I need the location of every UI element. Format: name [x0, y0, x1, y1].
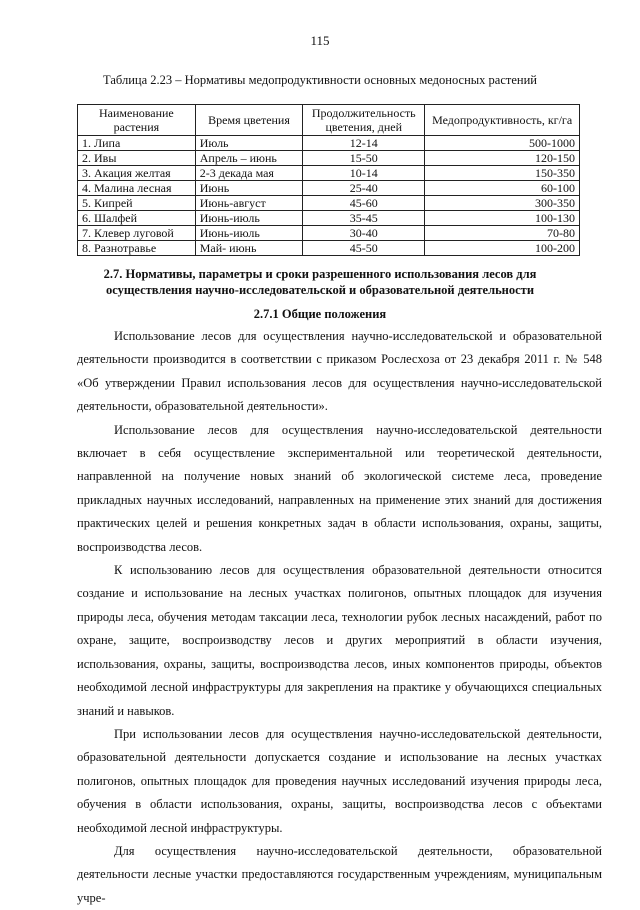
cell-plant-name: 3. Акация желтая — [78, 166, 196, 181]
paragraph: Использование лесов для осуществления научно-исследовательской и образовательной деятельности производится в соответствии с приказом Рослесхоза от 23 декабря 2011 г. № 548 «Об утверждении Правил использования лесов для осуществления научно-исследовательской деятельности, образовательной деятельности». — [77, 329, 602, 414]
cell-flowering-time: 2-3 декада мая — [195, 166, 303, 181]
cell-flowering-time: Июнь-июль — [195, 226, 303, 241]
cell-plant-name: 1. Липа — [78, 136, 196, 151]
cell-productivity: 100-200 — [425, 241, 580, 256]
body-text — [77, 325, 602, 910]
cell-duration: 45-60 — [303, 196, 425, 211]
cell-flowering-time: Июнь-июль — [195, 211, 303, 226]
table-row — [78, 196, 580, 211]
cell-productivity: 500-1000 — [425, 136, 580, 151]
cell-flowering-time: Июнь-август — [195, 196, 303, 211]
cell-duration: 35-45 — [303, 211, 425, 226]
header-honey-productivity: Медопродуктивность, кг/га — [425, 105, 580, 136]
cell-duration: 15-50 — [303, 151, 425, 166]
cell-productivity: 150-350 — [425, 166, 580, 181]
cell-plant-name: 5. Кипрей — [78, 196, 196, 211]
cell-duration: 45-50 — [303, 241, 425, 256]
table-header-row — [78, 105, 580, 136]
page-number: 115 — [310, 33, 330, 48]
subsection-heading: 2.7.1 Общие положения — [253, 307, 387, 321]
table-row — [78, 166, 580, 181]
cell-plant-name: 7. Клевер луговой — [78, 226, 196, 241]
header-flowering-duration: Продолжительность цветения, дней — [303, 105, 425, 136]
paragraph: Для осуществления научно-исследовательской деятельности, образовательной деятельности лесные участки предоставляются государственным учреждениям, муниципальным учре- — [77, 843, 602, 905]
cell-productivity: 120-150 — [425, 151, 580, 166]
cell-flowering-time: Июль — [195, 136, 303, 151]
cell-plant-name: 6. Шалфей — [78, 211, 196, 226]
table-row — [78, 151, 580, 166]
header-plant-name: Наименование растения — [78, 105, 196, 136]
table-caption: Таблица 2.23 – Нормативы медопродуктивности основных медоносных растений — [103, 73, 537, 87]
paragraph: К использованию лесов для осуществления образовательной деятельности относится создание и использование на лесных участках полигонов, опытных площадок для изучения природы леса, обучения методам таксации леса, технологии рубок лесных насаждений, работ по охране, защите, воспроизводству лесов и других мероприятий в области изучения, использования, охраны, защиты, воспроизводства лесов, иных компонентов природы, объектов необходимой лесной инфраструктуры для закрепления на практике у обучающихся специальных знаний и навыков. — [77, 563, 602, 718]
cell-duration: 12-14 — [303, 136, 425, 151]
cell-plant-name: 2. Ивы — [78, 151, 196, 166]
cell-productivity: 70-80 — [425, 226, 580, 241]
header-flowering-time: Время цветения — [195, 105, 303, 136]
section-heading: 2.7. Нормативы, параметры и сроки разрешенного использования лесов для осуществления научно-исследовательской и образовательной деятельности — [103, 267, 537, 297]
honey-productivity-table — [77, 104, 580, 256]
table-row — [78, 211, 580, 226]
table-row — [78, 136, 580, 151]
cell-productivity: 100-130 — [425, 211, 580, 226]
cell-flowering-time: Май- июнь — [195, 241, 303, 256]
table-row — [78, 226, 580, 241]
cell-duration: 25-40 — [303, 181, 425, 196]
table-row — [78, 241, 580, 256]
paragraph: При использовании лесов для осуществления научно-исследовательской деятельности, образовательной деятельности допускается создание и использование на лесных участках полигонов, опытных площадок для проведения научных исследований изучения природы леса, обучения в области использования, охраны, защиты, воспроизводства лесов с объектами необходимой лесной инфраструктуры. — [77, 726, 602, 835]
cell-productivity: 300-350 — [425, 196, 580, 211]
cell-flowering-time: Июнь — [195, 181, 303, 196]
cell-duration: 10-14 — [303, 166, 425, 181]
cell-duration: 30-40 — [303, 226, 425, 241]
table-row — [78, 181, 580, 196]
paragraph: Использование лесов для осуществления научно-исследовательской деятельности включает в себя осуществление экспериментальной или теоретической деятельности, направленной на получение новых знаний об экологической системе леса, проведение прикладных научных исследований, направленных на применение этих знаний для достижения практических целей и решения конкретных задач в области использования, охраны, защиты, воспроизводства лесов. — [77, 422, 602, 554]
cell-flowering-time: Апрель – июнь — [195, 151, 303, 166]
cell-productivity: 60-100 — [425, 181, 580, 196]
cell-plant-name: 4. Малина лесная — [78, 181, 196, 196]
cell-plant-name: 8. Разнотравье — [78, 241, 196, 256]
